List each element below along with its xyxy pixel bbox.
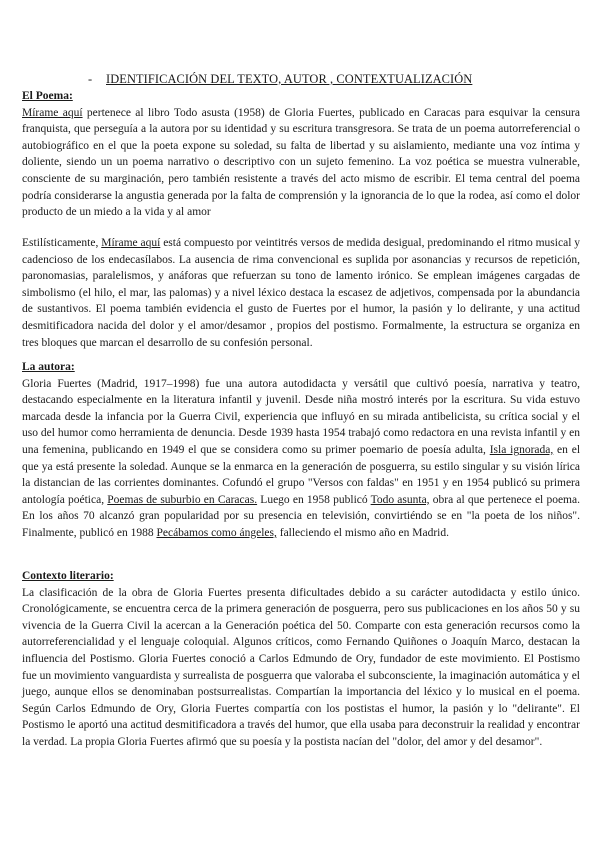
autora-paragraph bbox=[22, 376, 580, 542]
heading-poema: El Poema: bbox=[22, 90, 73, 102]
autora-text-3: Luego en 1958 publicó bbox=[257, 493, 371, 506]
poem-title-link: Mírame aquí bbox=[22, 106, 83, 119]
autora-text-4: obra al que pertenece el poema. En los años 70 alcanzó gran popularidad por su presencia en televisión, convirtiéndo se en "la poeta de los niños". Finalmente, publicó en 1988 bbox=[22, 493, 580, 539]
autora-text-5: falleciendo el mismo año en Madrid. bbox=[276, 526, 449, 539]
book-todo-asusta: Todo asunta, bbox=[370, 493, 430, 506]
poem-title-link-2: Mírame aquí bbox=[101, 237, 161, 249]
poema-p2-pre: Estilísticamente, bbox=[22, 237, 102, 249]
book-isla-ignorada: Isla ignorada, bbox=[489, 443, 554, 456]
book-poemas-suburbio: Poemas de suburbio en Caracas. bbox=[107, 493, 258, 506]
poema-p2-text: está compuesto por veintitrés versos de medida desigual, predominando el ritmo musical y cadencioso de los endecasílabos. La ausencia de rima convencional es suplida por asonancias y recursos de repetición, paronomasias, paralelismos, y anáforas que refuerzan su tono de lamento irónico. Se emplean imágenes cargadas de simbolismo (el hilo, el mar, las palomas) y a nivel léxico destaca la escasez de adjetivos, compensada por la abundancia de sustantivos. El poema también evidencia el gusto de Fuertes por el humor, la pasión y lo delirante, y una actitud desmitificadora nacida del dolor y el amor/desamor , propios del postismo. Formalmente, la estructura se organiza en tres bloques que marcan el desarrollo de su confesión personal. bbox=[22, 237, 581, 349]
section-poema bbox=[22, 88, 580, 221]
title-text: IDENTIFICACIÓN DEL TEXTO, AUTOR , CONTEXTUALIZACIÓN bbox=[106, 72, 473, 86]
autora-text-2: en el que ya está presente la soledad. Aunque se la enmarca en la generación de posguerra, su estilo singular y su visión lírica la distancian de las corrientes dominantes. Cofundó el grupo "Versos con faldas" en 1951 y en 1954 publicó su primera antología poética, bbox=[22, 443, 581, 506]
autora-text-1: Gloria Fuertes (Madrid, 1917–1998) fue una autora autodidacta y versátil que cultivó poesía, narrativa y teatro, destacando especialmente en la literatura infantil y juvenil. Desde niña mostró interés por la escritura. Su vida estuvo marcada desde la infancia por la Guerra Civil, experiencia que influyó en su mirada antibelicista, su crítica social y el uso del humor como herramienta de denuncia. Desde 1939 hasta 1954 trabajó como redactora en una revista infantil y en una femenina, publicando en 1949 el que se considera como su primer poemario de poesía adulta, bbox=[22, 377, 580, 456]
section-poema-estilo bbox=[22, 235, 580, 351]
contexto-paragraph: La clasificación de la obra de Gloria Fuertes presenta dificultades debido a su carácter autodidacta y estilo único. Cronológicamente, se encuentra cerca de la primera generación de posguerra, pero sus publicaciones en los años 50 y su vivencia de la Guerra Civil la acercan a la Generación poética del 50. Comparte con esta generación recursos como la autorreferencialidad y el lenguaje coloquial. Algunos críticos, como Fernando Quiñones o Joaquín Marco, destacan la influencia del Postismo. Gloria Fuertes conoció a Carlos Edmundo de Ory, fundador de este movimiento. El Postismo fue un movimiento vanguardista y surrealista de posguerra que valoraba el subconsciente, la imaginación automática y el juego, aunque ellos se denominaban postsurrealistas. Compartían la importancia del léxico y lo musical en el poema. Según Carlos Edmundo de Ory, Gloria Fuertes compartía con los postistas el humor, la pasión y lo "delirante". El Postismo le aportó una actitud desmitificadora a través del humor, que ella usaba para deconstruir la realidad y encontrar la verdad. La propia Gloria Fuertes afirmó que su poesía y la postista nacían del "dolor, del amor y del desamor". bbox=[22, 586, 580, 748]
book-pecabamos: Pecábamos como ángeles, bbox=[156, 526, 277, 539]
poema-p1-text: pertenece al libro Todo asusta (1958) de Gloria Fuertes, publicado en Caracas para esquivar la censura franquista, que perseguía a la autora por su identidad y su escritura transgresora. Se trata de un poema autorreferencial o autobiográfico en el que la poeta expone su soledad, su falta de libertad y su aislamiento, mediante una voz íntima y doliente, siendo un un poema narrativo o descriptivo con un sujeto femenino. La voz poética se muestra vulnerable, consciente de su marginación, pero también resistente a través del acto mismo de escribir. El tema central del poema podría considerarse la angustia generada por la falta de comprensión y la ignorancia de lo que la rodea, así como el dolor producto de un miedo a la vida y al amor bbox=[22, 106, 580, 219]
title-dash: - bbox=[88, 72, 93, 86]
poema-paragraph-1 bbox=[22, 105, 580, 221]
heading-contexto: Contexto literario: bbox=[22, 570, 114, 582]
poema-paragraph-2 bbox=[22, 235, 580, 351]
document-title bbox=[88, 72, 472, 87]
section-contexto bbox=[22, 568, 580, 751]
section-autora bbox=[22, 359, 580, 542]
heading-autora: La autora: bbox=[22, 361, 75, 373]
